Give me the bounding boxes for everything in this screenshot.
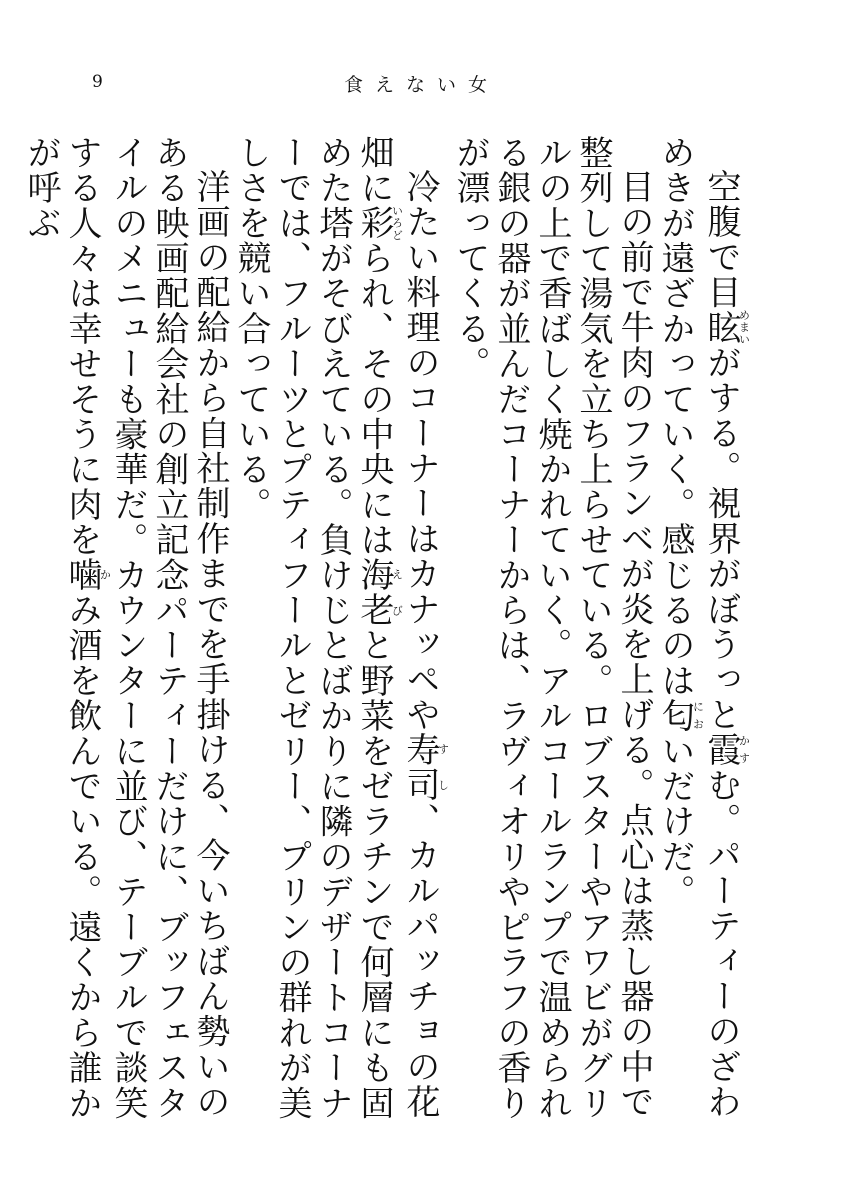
ruby-reading: にお xyxy=(691,698,705,734)
text-run: む。パーティーのざわめきが遠ざかっていく。感じるのは xyxy=(655,135,741,1120)
paragraph xyxy=(20,135,230,1135)
ruby-annotation xyxy=(354,557,404,628)
ruby-base: 噛 xyxy=(62,557,102,593)
text-run: 冷たい料理のコーナーはカナッペや xyxy=(400,169,440,733)
page-number: 9 xyxy=(92,72,103,92)
ruby-base: 寿司 xyxy=(400,732,440,803)
ruby-annotation xyxy=(400,732,450,803)
ruby-reading: かす xyxy=(737,732,751,768)
text-run: がする。視界がぼうっと xyxy=(701,345,741,733)
text-run: 、カルパッチョの花畑に xyxy=(354,135,440,1120)
ruby-reading: めまい xyxy=(737,309,751,346)
paragraph xyxy=(230,135,449,1135)
ruby-reading: すし xyxy=(436,732,450,803)
ruby-base: 彩 xyxy=(354,204,394,242)
paragraph xyxy=(654,135,750,1135)
ruby-annotation xyxy=(354,204,404,242)
text-run: 目の前で牛肉のフランベが炎を上げる。点心は蒸し器の中で整列して湯気を立ち上らせている。ロブスターやアワビがグリルの上で香ばしく焼かれていく。アルコールランプで温められる銀の器が並んだコーナーからは、ラヴィオリやピラフの香りが漂ってくる。 xyxy=(450,135,654,1121)
ruby-annotation xyxy=(655,698,705,734)
text-run: 空腹で目 xyxy=(701,169,741,310)
ruby-reading: か xyxy=(98,557,112,593)
text-run: いだけだ。 xyxy=(655,733,695,910)
ruby-annotation xyxy=(701,309,751,346)
ruby-base: 霞 xyxy=(701,732,741,768)
ruby-annotation xyxy=(62,557,112,593)
paragraph xyxy=(449,135,654,1135)
ruby-base: 匂 xyxy=(655,698,695,734)
ruby-reading: いろど xyxy=(390,204,404,242)
running-title: 食えない女 xyxy=(344,74,500,96)
ruby-annotation xyxy=(701,732,751,768)
text-run: 洋画の配給から自社制作までを手掛ける、今いちばん勢いのある映画配給会社の創立記念パーティーだけに、ブッフェスタイルのメニューも豪華だ。カウンターに並び、テーブルで談笑する人々は幸せそうに肉を xyxy=(62,135,230,1121)
body-text xyxy=(21,135,751,1135)
ruby-base: 海老 xyxy=(354,557,394,628)
ruby-base: 眩 xyxy=(701,309,741,346)
ruby-reading: えび xyxy=(390,557,404,628)
text-run: み酒を飲んでいる。遠くから誰かが呼ぶ xyxy=(21,135,102,1121)
text-run: と野菜をゼラチンで何層にも固めた塔がそびえている。負けじとばかりに隣のデザートコーナーでは、フルーツとプティフールとゼリー、プリンの群れが美しさを競い合っている。 xyxy=(231,135,394,1121)
text-run: られ、その中央には xyxy=(354,240,394,558)
